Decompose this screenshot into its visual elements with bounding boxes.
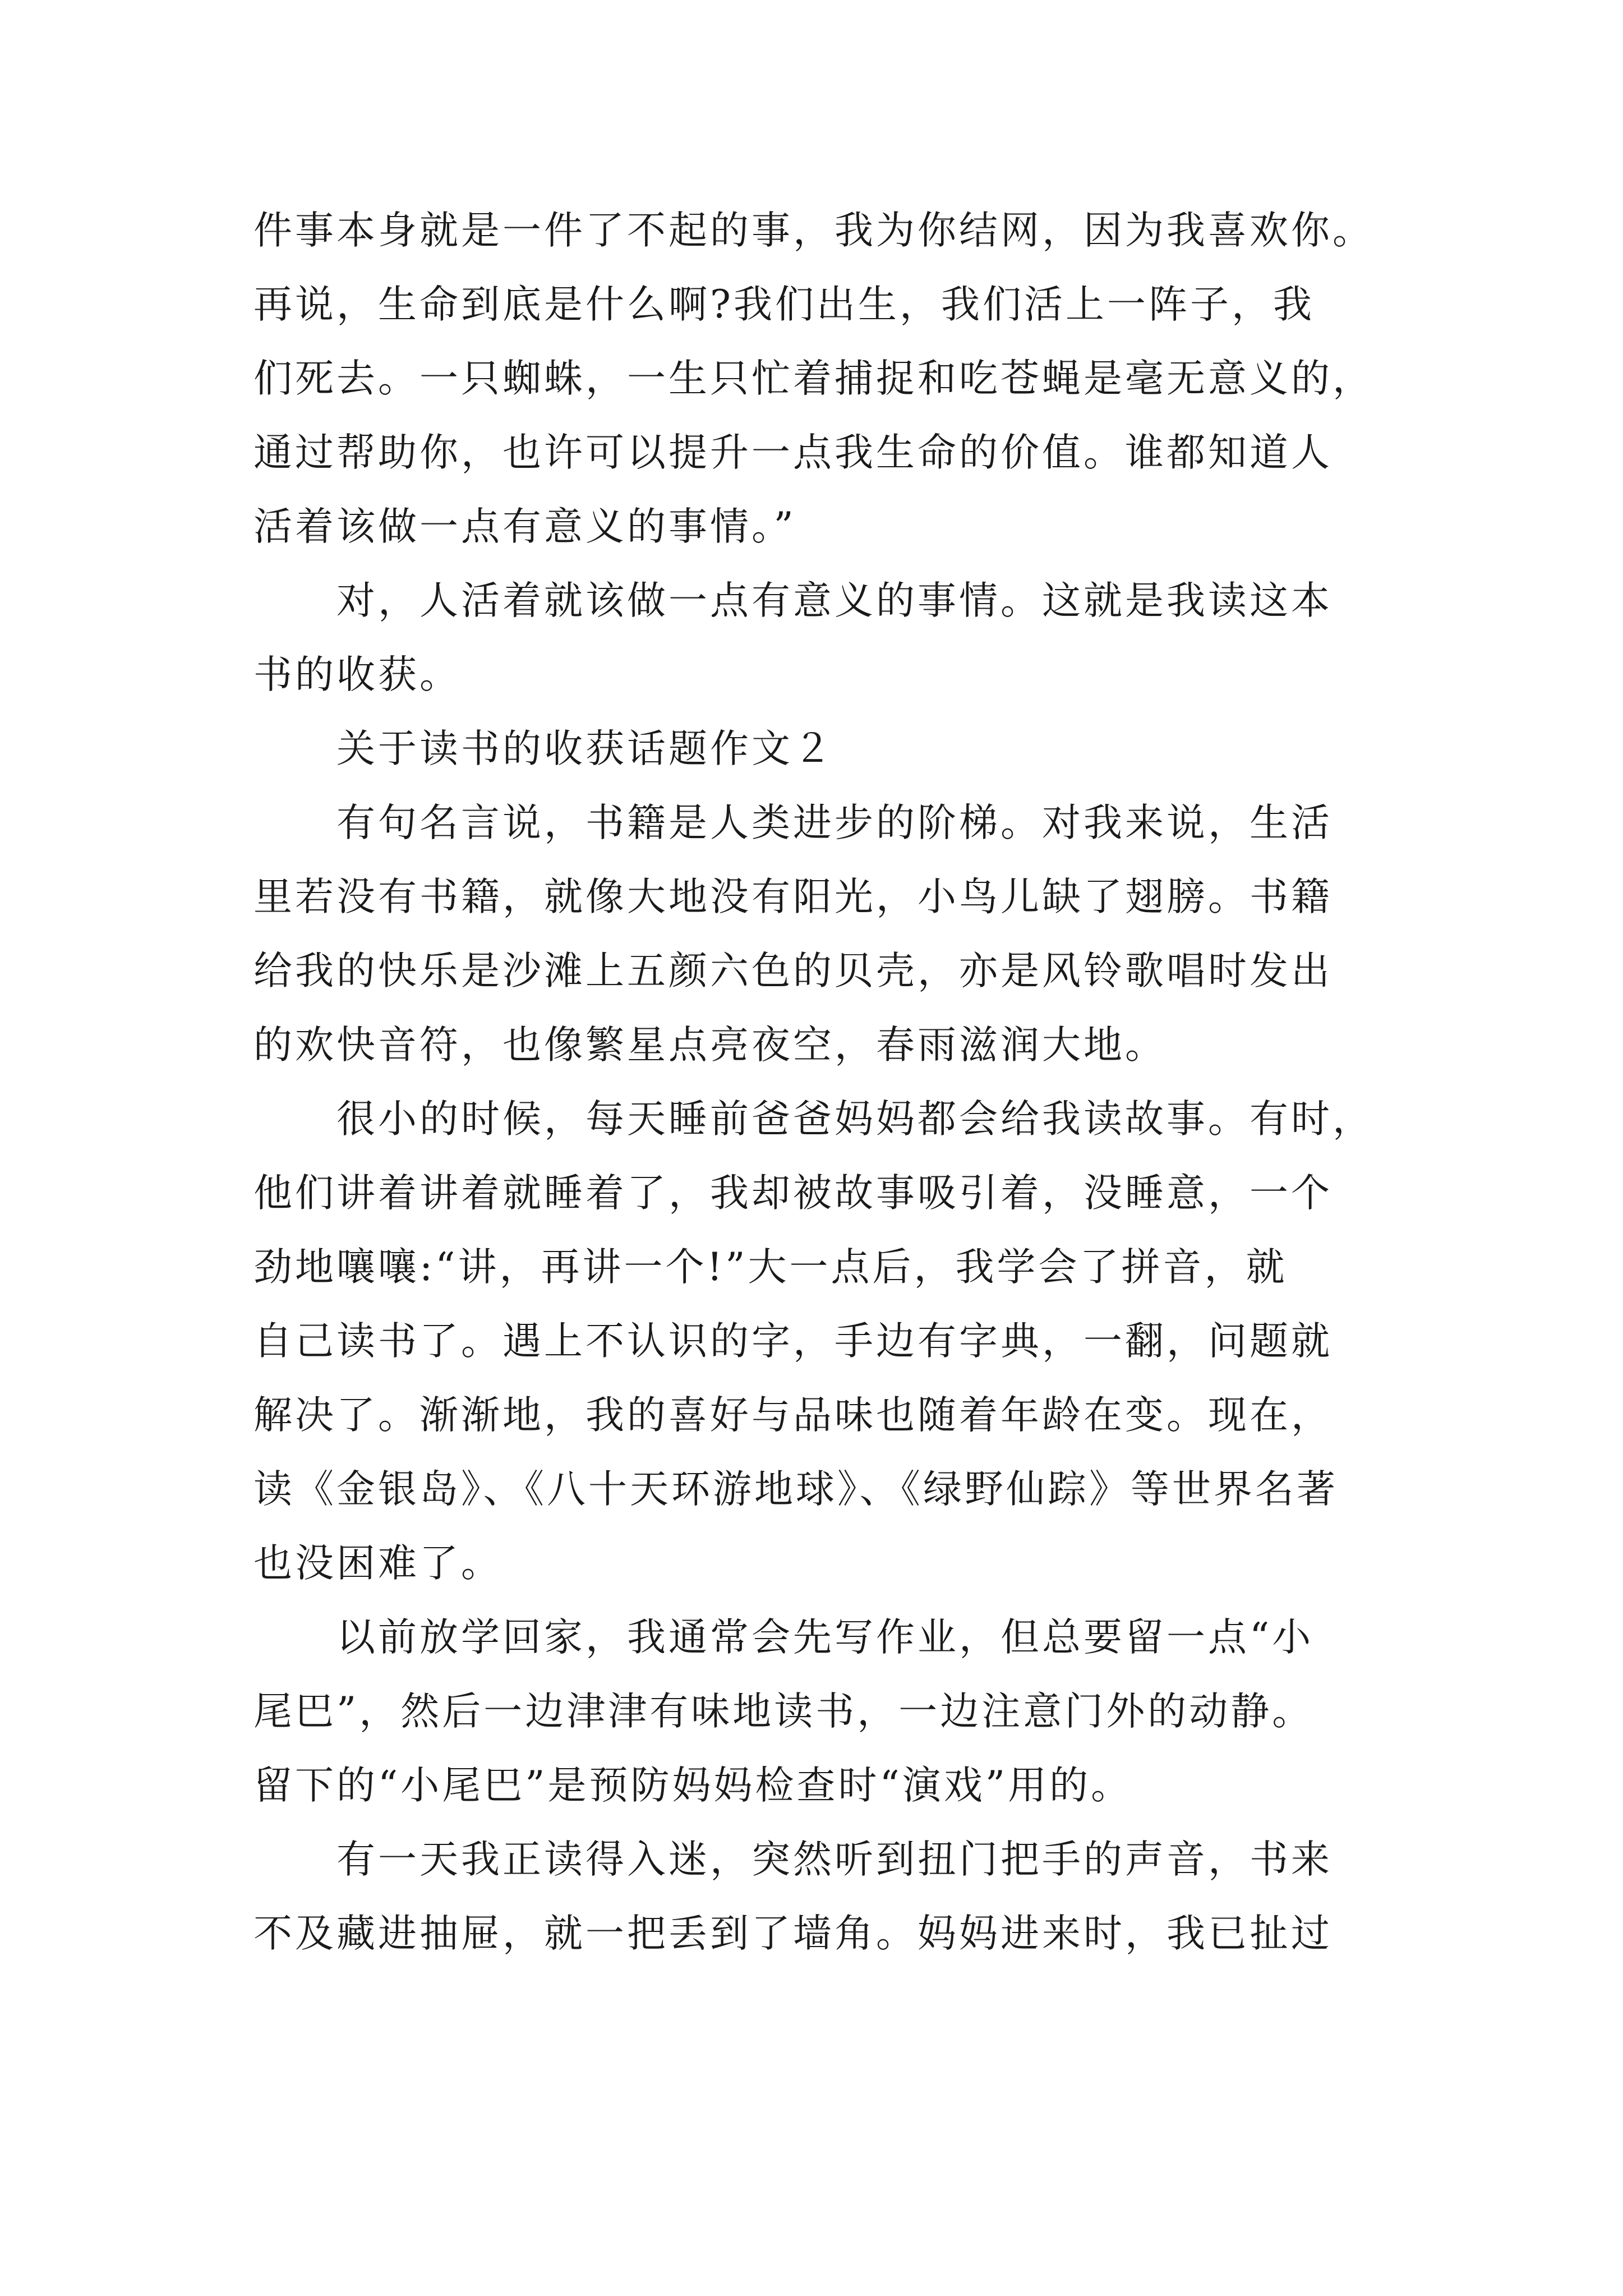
text-line: 也没困难了。 [253,1541,502,1586]
document-body [253,194,1381,1971]
text-line: 的欢快音符，也像繁星点亮夜空，春雨滋润大地。 [253,1023,1166,1068]
text-line: 不及藏进抽屉，就一把丢到了墙角。妈妈进来时，我已扯过 [253,1911,1332,1956]
paragraph-first-line: 有句名言说，书籍是人类进步的阶梯。对我来说，生活 [336,800,1332,845]
text-line: 自己读书了。遇上不认识的字，手边有字典，一翻，问题就 [253,1319,1332,1364]
text-line: 尾巴”，然后一边津津有味地读书，一边注意门外的动静。 [253,1689,1314,1734]
paragraph-first-line: 对，人活着就该做一点有意义的事情。这就是我读这本 [336,578,1332,623]
paragraph-first-line: 很小的时候，每天睡前爸爸妈妈都会给我读故事。有时， [336,1097,1374,1142]
text-line: 留下的“小尾巴”是预防妈妈检查时“演戏”用的。 [253,1763,1133,1808]
text-line: 书的收获。 [253,652,461,697]
section-heading: 关于读书的收获话题作文２ [336,726,834,771]
text-line: 解决了。渐渐地，我的喜好与品味也随着年龄在变。现在， [253,1393,1332,1438]
text-line: 们死去。一只蜘蛛，一生只忙着捕捉和吃苍蝇是毫无意义的， [253,356,1374,401]
text-line: 再说，生命到底是什么啊?我们出生，我们活上一阵子，我 [253,282,1315,327]
text-line: 里若没有书籍，就像大地没有阳光，小鸟儿缺了翅膀。书籍 [253,875,1332,919]
text-line: 件事本身就是一件了不起的事，我为你结网，因为我喜欢你。 [253,208,1374,253]
paragraph-first-line: 以前放学回家，我通常会先写作业，但总要留一点“小 [336,1615,1314,1660]
text-line: 通过帮助你，也许可以提升一点我生命的价值。谁都知道人 [253,430,1332,475]
text-line: 活着该做一点有意义的事情。” [253,504,796,549]
paragraph-first-line: 有一天我正读得入迷，突然听到扭门把手的声音，书来 [336,1837,1332,1882]
text-line: 读《金银岛》、《八十天环游地球》、《绿野仙踪》等世界名著 [253,1467,1338,1512]
text-line: 给我的快乐是沙滩上五颜六色的贝壳，亦是风铃歌唱时发出 [253,949,1332,993]
text-line: 劲地嚷嚷:“讲，再讲一个!”大一点后，我学会了拼音，就 [253,1245,1288,1290]
text-line: 他们讲着讲着就睡着了，我却被故事吸引着，没睡意，一个 [253,1171,1332,1216]
